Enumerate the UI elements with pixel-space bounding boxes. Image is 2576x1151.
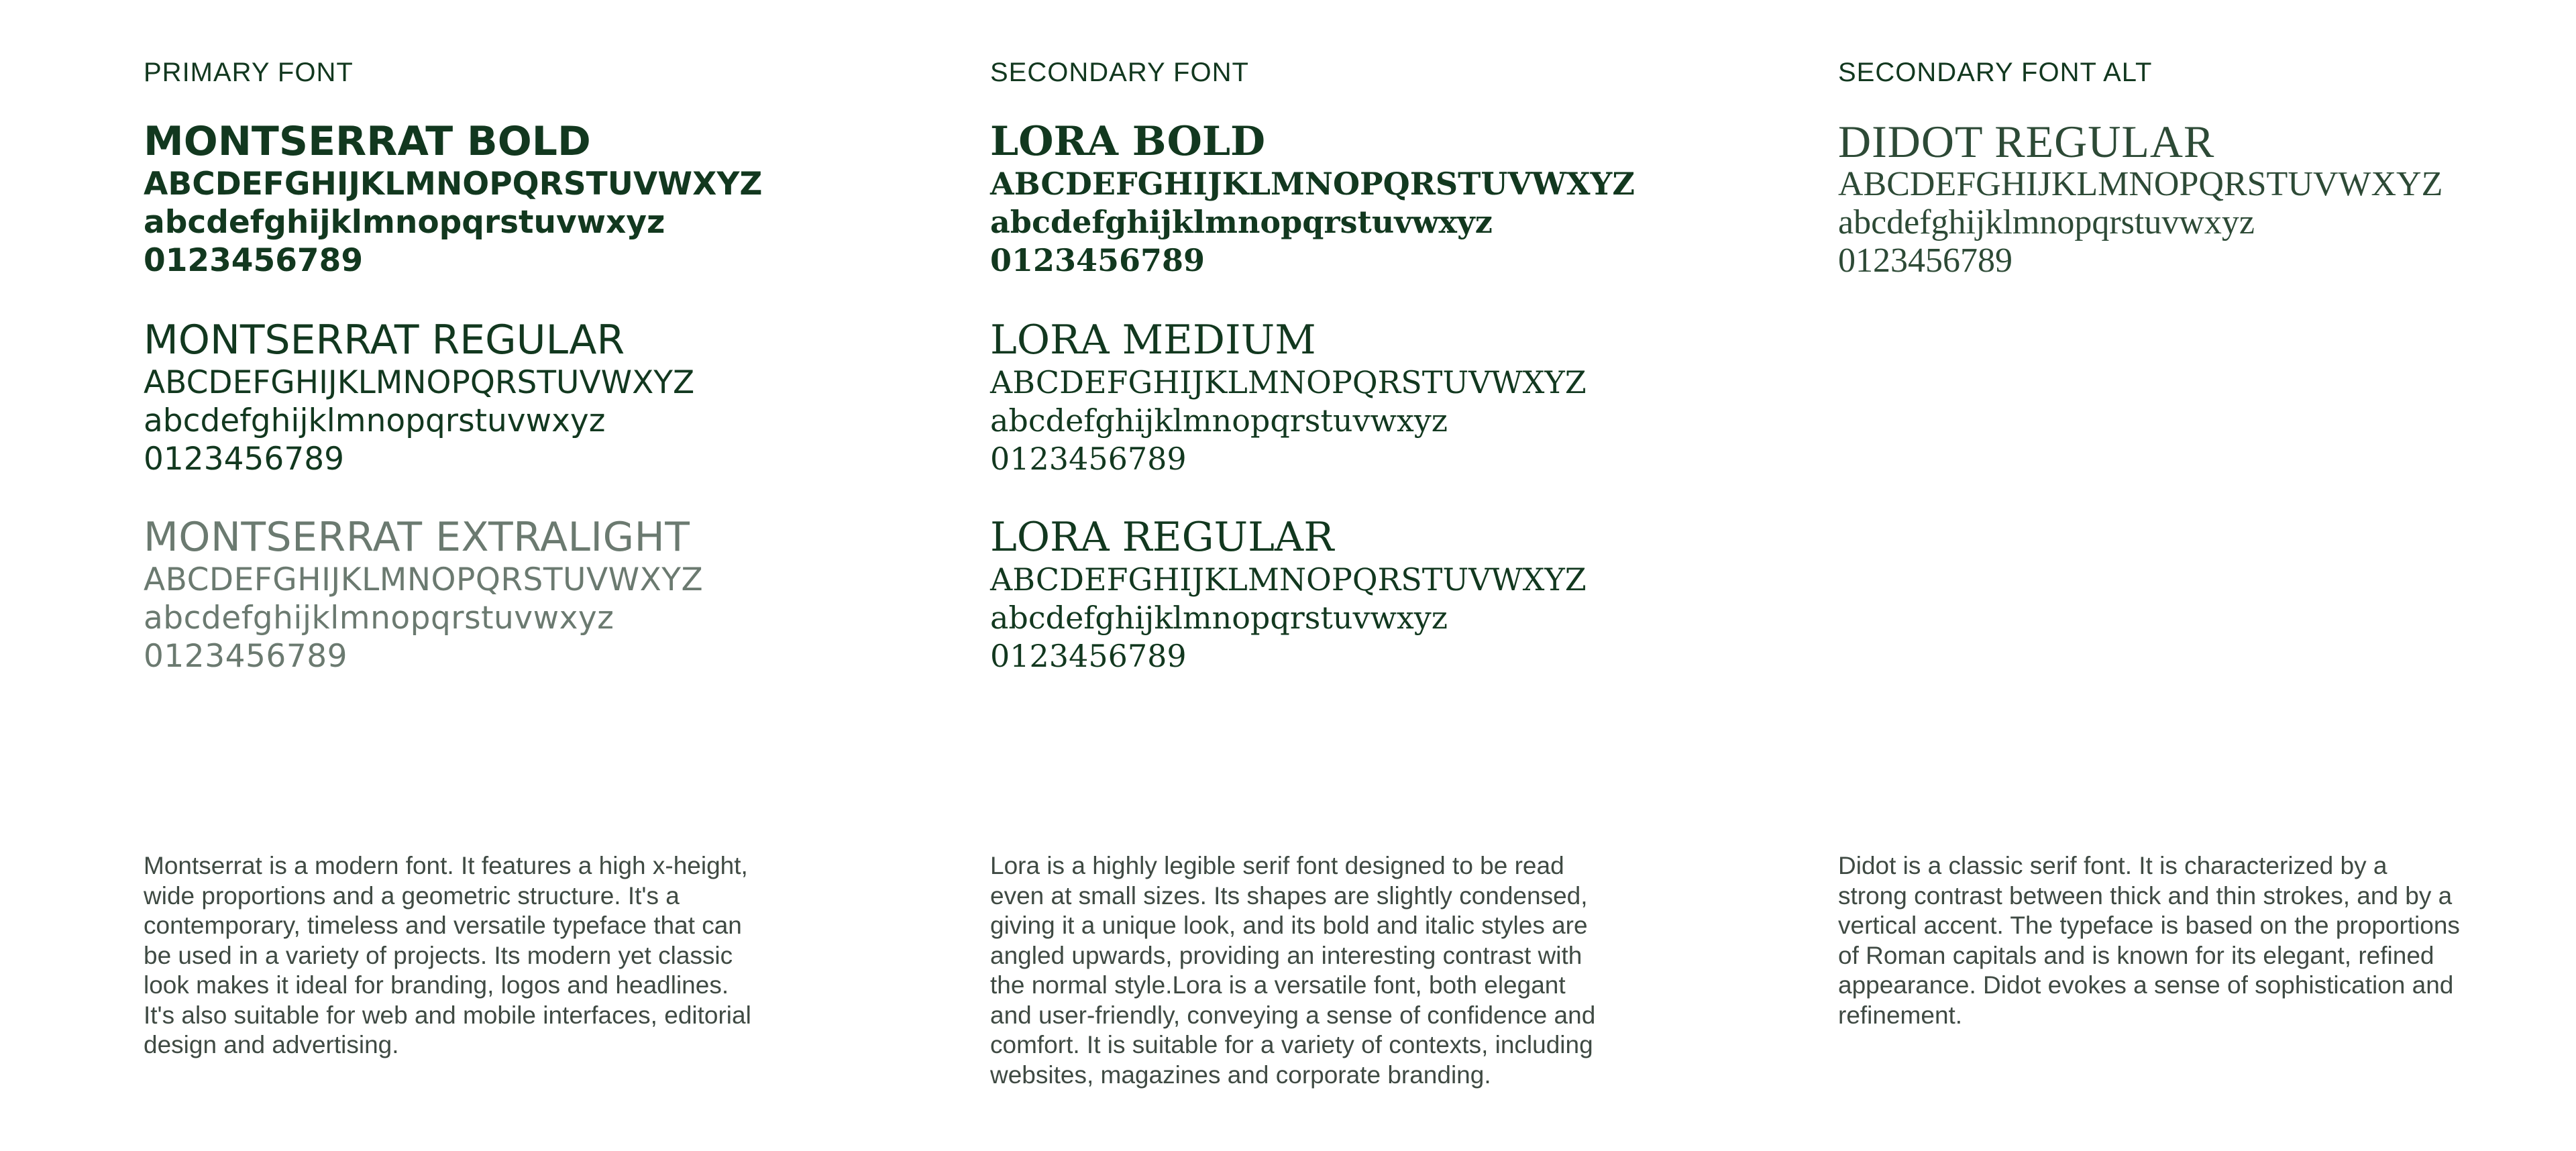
specimen-lowercase: abcdefghijklmnopqrstuvwxyz — [144, 402, 606, 439]
font-description: Montserrat is a modern font. It features a high x-height, wide proportions and a geometric structure. It's a contemporary, timeless and versatile typeface that can be used in a variety of projects. Its modern yet classic look makes it ideal for branding, logos and headlines. It's also suitable for web and mobile interfaces, editorial design and advertising. — [144, 852, 751, 1058]
specimen-uppercase: ABCDEFGHIJKLMNOPQRSTUVWXYZ — [144, 364, 695, 401]
font-description: Lora is a highly legible serif font designed to be read even at small sizes. Its shapes are slightly condensed, giving it a unique look, and its bold and italic styles are angled upwards, providing an interesting contrast with the normal style.Lora is a versatile font, both elegant and user-friendly, conveying a sense of confidence and comfort. It is suitable for a variety of contexts, including websites, magazines and corporate branding. — [990, 852, 1596, 1089]
specimen-lowercase: abcdefghijklmnopqrstuvwxyz — [1838, 203, 2255, 241]
specimen-uppercase: ABCDEFGHIJKLMNOPQRSTUVWXYZ — [1838, 165, 2443, 203]
primary-font-column — [144, 0, 881, 1151]
specimen-title: MONTSERRAT EXTRALIGHT — [144, 514, 690, 561]
specimen-title: MONTSERRAT BOLD — [144, 118, 591, 165]
specimen-didot-regular — [1838, 118, 2443, 280]
specimen-lora-regular — [990, 514, 1587, 675]
specimen-lowercase: abcdefghijklmnopqrstuvwxyz — [144, 600, 614, 637]
specimen-montserrat-bold — [144, 118, 762, 280]
specimen-uppercase: ABCDEFGHIJKLMNOPQRSTUVWXYZ — [144, 166, 763, 203]
column-label: SECONDARY FONT — [990, 58, 1249, 87]
specimen-uppercase: ABCDEFGHIJKLMNOPQRSTUVWXYZ — [144, 561, 704, 598]
specimen-montserrat-extralight — [144, 514, 703, 675]
secondary-font-column — [990, 0, 1728, 1151]
specimen-digits: 0123456789 — [990, 441, 1187, 477]
specimen-lowercase: abcdefghijklmnopqrstuvwxyz — [990, 402, 1448, 439]
font-description: Didot is a classic serif font. It is characterized by a strong contrast between thick and thin strokes, and by a vertical accent. The typeface is based on the proportions of Roman capitals and is known for its elegant, refined appearance. Didot evokes a sense of sophistication and refinement. — [1838, 852, 2460, 1029]
specimen-lowercase: abcdefghijklmnopqrstuvwxyz — [990, 600, 1448, 636]
specimen-title: LORA REGULAR — [990, 514, 1334, 561]
specimen-digits: 0123456789 — [144, 441, 345, 478]
specimen-uppercase: ABCDEFGHIJKLMNOPQRSTUVWXYZ — [990, 166, 1635, 202]
specimen-lora-medium — [990, 317, 1587, 478]
specimen-title: MONTSERRAT REGULAR — [144, 317, 625, 364]
specimen-uppercase: ABCDEFGHIJKLMNOPQRSTUVWXYZ — [990, 561, 1587, 598]
column-label: SECONDARY FONT ALT — [1838, 58, 2153, 87]
specimen-title: LORA MEDIUM — [990, 317, 1316, 364]
column-label: PRIMARY FONT — [144, 58, 354, 87]
specimen-digits: 0123456789 — [990, 242, 1205, 278]
specimen-lowercase: abcdefghijklmnopqrstuvwxyz — [144, 204, 665, 241]
specimen-digits: 0123456789 — [990, 638, 1187, 674]
secondary-font-alt-column — [1838, 0, 2576, 1151]
specimen-lowercase: abcdefghijklmnopqrstuvwxyz — [990, 204, 1493, 240]
specimen-title: DIDOT REGULAR — [1838, 116, 2215, 167]
specimen-digits: 0123456789 — [144, 242, 364, 279]
specimen-uppercase: ABCDEFGHIJKLMNOPQRSTUVWXYZ — [990, 364, 1587, 400]
specimen-montserrat-regular — [144, 317, 694, 478]
specimen-title: LORA BOLD — [990, 118, 1266, 165]
specimen-digits: 0123456789 — [144, 638, 348, 675]
specimen-lora-bold — [990, 118, 1635, 280]
specimen-digits: 0123456789 — [1838, 241, 2012, 280]
